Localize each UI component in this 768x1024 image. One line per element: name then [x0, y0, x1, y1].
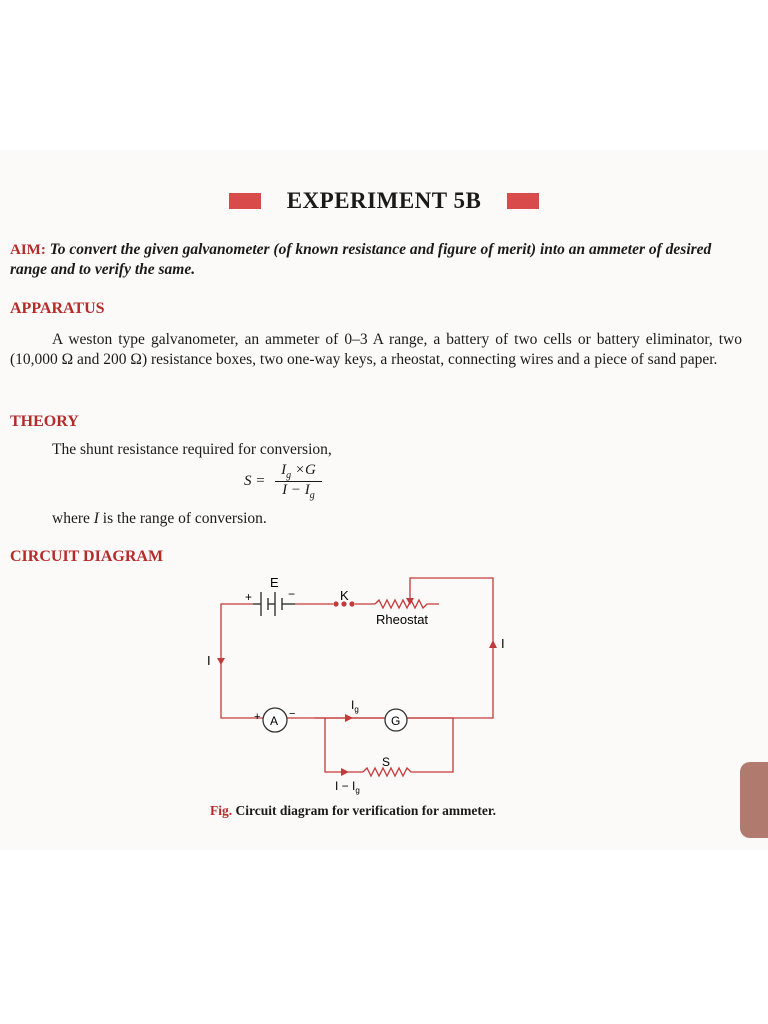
wire-shunt-right — [415, 718, 453, 772]
header-decoration-right — [507, 193, 539, 209]
i-minus-ig-label: $I - I_g$ — [335, 779, 360, 795]
current-left-label: I — [207, 653, 211, 668]
key-contact-1 — [333, 601, 338, 606]
wire-top-left — [221, 604, 253, 610]
theory-heading: THEORY — [10, 413, 79, 430]
key-contact-3 — [349, 601, 354, 606]
ammeter-plus-label: + — [254, 711, 261, 723]
apparatus-text: A weston type galvanometer, an ammeter of 0–3 A range, a battery of two cells or battery eliminator, two (10,000 Ω and 200 Ω) resistance boxes, two one-way keys, a rheostat, connecting wires and a piece of sand paper. — [10, 331, 742, 368]
formula-fraction — [275, 462, 322, 501]
aim-text: To convert the given galvanometer (of known resistance and figure of merit) into an ammeter of desired range and to verify the same. — [10, 241, 712, 278]
shunt-formula — [244, 462, 322, 501]
current-right-label: I — [501, 636, 505, 651]
apparatus-heading: APPARATUS — [10, 300, 105, 317]
wire-left-vertical — [221, 610, 263, 718]
caption-prefix: Fig. — [210, 803, 233, 818]
theory-intro: The shunt resistance required for conversion, — [52, 441, 332, 458]
circuit-heading: CIRCUIT DIAGRAM — [10, 548, 164, 565]
header-decoration-left — [229, 193, 261, 209]
formula-lhs: S = — [244, 472, 266, 489]
key-label: K — [340, 588, 349, 603]
circuit-diagram — [195, 570, 515, 800]
formula-numerator: $I_g \times G$ — [275, 462, 322, 482]
aim-label: AIM: — [10, 242, 46, 258]
current-arrow-shunt — [341, 768, 349, 776]
wire-shunt-left — [325, 718, 363, 772]
ammeter-label: A — [270, 714, 279, 728]
battery-plus-label: + — [245, 590, 253, 604]
ammeter-minus-label: − — [289, 708, 296, 720]
theory-where: where I is the range of conversion. — [52, 510, 267, 527]
formula-denominator: $I - I_g$ — [282, 482, 315, 501]
rheostat-label: Rheostat — [376, 612, 429, 627]
current-arrow-ig — [345, 714, 353, 722]
shunt-label: S — [382, 755, 391, 769]
figure-caption — [0, 803, 706, 819]
ig-label: $I_g$ — [351, 698, 359, 714]
galvanometer-label: G — [391, 714, 401, 728]
current-arrow-left — [217, 658, 225, 665]
page-title: EXPERIMENT 5B — [286, 188, 482, 213]
rheostat-coil — [375, 600, 439, 608]
current-arrow-right — [489, 640, 497, 648]
experiment-header — [0, 188, 768, 214]
aim-section — [10, 240, 750, 280]
caption-text: Circuit diagram for verification for ammeter. — [235, 803, 496, 818]
battery-minus-label: − — [288, 587, 296, 601]
shunt-resistor-coil — [363, 768, 415, 776]
battery-label: E — [270, 575, 279, 590]
page-edge-tab — [740, 762, 768, 838]
